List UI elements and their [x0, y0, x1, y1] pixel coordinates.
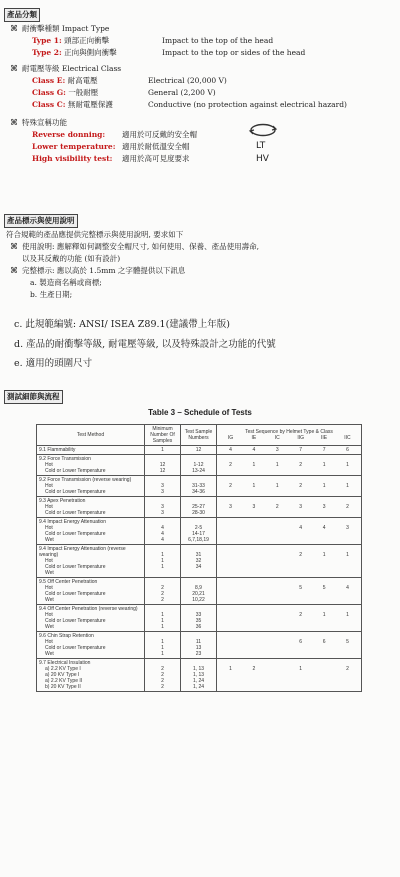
- test-condition: Cold or Lower Temperature: [45, 468, 106, 474]
- sequence-values: [219, 552, 359, 558]
- min-value: 1: [161, 558, 164, 564]
- sample-numbers-cell: [181, 632, 217, 659]
- min-value: 1: [161, 624, 164, 630]
- header-sample: Test Sample Numbers: [181, 425, 217, 446]
- sequence-value: 5: [346, 639, 349, 645]
- test-method-title: 9.6 Chin Strap Retention: [39, 633, 94, 639]
- lt-symbol: LT: [256, 141, 266, 151]
- test-condition: Wet: [45, 624, 54, 630]
- table-title: Table 3 – Schedule of Tests: [148, 408, 252, 417]
- sequence-value: 1: [346, 483, 349, 489]
- sequence-cell: [217, 497, 362, 518]
- sequence-value: 5: [322, 585, 326, 591]
- test-condition: Cold or Lower Temperature: [45, 531, 106, 537]
- sample-numbers-cell: [181, 476, 217, 497]
- sample-value: 2-5: [194, 525, 203, 531]
- reverse-donning-label: Reverse donning:: [32, 130, 106, 139]
- min-value: 1: [161, 618, 164, 624]
- min-samples-cell: [145, 446, 181, 455]
- min-samples-cell: [145, 497, 181, 518]
- class-label: IC: [274, 435, 280, 441]
- command-icon: ⌘: [10, 118, 18, 127]
- min-value: 1: [161, 645, 164, 651]
- test-condition: Hot: [45, 525, 53, 531]
- sequence-value: 2: [299, 462, 303, 468]
- test-method-cell: [37, 446, 145, 455]
- sequence-values: [219, 447, 359, 453]
- test-condition: Hot: [45, 639, 53, 645]
- sequence-value: 2: [275, 504, 279, 510]
- usage-line-2: 以及其反戴的功能 (如有設計): [22, 254, 121, 263]
- class-label: IIG: [297, 435, 305, 441]
- hv-symbol: HV: [256, 154, 269, 164]
- sequence-values: [219, 666, 359, 672]
- command-icon: ⌘: [10, 266, 18, 275]
- sample-value: 31-33: [192, 483, 205, 489]
- sequence-value: [221, 552, 240, 558]
- section-title-marking: 產品標示與使用說明: [4, 214, 78, 228]
- min-value: 3: [161, 489, 164, 495]
- table-row: [37, 476, 362, 497]
- sample-numbers-cell: [181, 578, 217, 605]
- sequence-value: [315, 666, 334, 672]
- test-condition: Cold or Lower Temperature: [45, 591, 106, 597]
- section-title-classification: 產品分類: [4, 8, 40, 22]
- sequence-value: [244, 612, 263, 618]
- sample-numbers-cell: [181, 518, 217, 545]
- sequence-value: 2: [299, 612, 303, 618]
- classG-desc: General (2,200 V): [148, 88, 216, 97]
- sequence-value: 1: [346, 462, 349, 468]
- test-condition: a) 2.2 KV Type II: [45, 678, 83, 684]
- class-label: IIE: [321, 435, 328, 441]
- min-value: 1: [161, 564, 164, 570]
- electrical-class-heading: ⌘ 耐電壓等級 Electrical Class: [10, 64, 122, 73]
- sequence-value: 2: [229, 462, 232, 468]
- reverse-donning-desc: 適用於可反戴的安全帽: [122, 130, 197, 139]
- min-value: 3: [161, 483, 164, 489]
- sequence-value: 4: [252, 447, 256, 453]
- min-samples-cell: [145, 605, 181, 632]
- special-heading: ⌘ 特殊宣稱功能: [10, 118, 67, 127]
- sequence-values: [219, 525, 359, 531]
- header-seq: Test Sequence by Helmet Type & Class IG IE IC IIG IIE IIC: [217, 425, 362, 446]
- sequence-value: [221, 639, 240, 645]
- sample-value: 33: [195, 612, 202, 618]
- test-condition: Cold or Lower Temperature: [45, 618, 106, 624]
- sample-numbers-cell: [181, 446, 217, 455]
- marking-d: d. 產品的耐衝擊等級, 耐電壓等級, 以及特殊設計之功能的代號: [14, 339, 276, 350]
- sequence-value: [244, 639, 263, 645]
- test-method-title: 9.3 Apex Penetration: [39, 498, 86, 504]
- test-method-title: 9.4 Impact Energy Attenuation: [39, 519, 106, 525]
- min-value: 1: [161, 447, 164, 453]
- table-row: [37, 497, 362, 518]
- test-condition: Hot: [45, 504, 53, 510]
- min-samples-cell: [145, 578, 181, 605]
- type2-row: Type 2: 正向與側向衝擊: [32, 48, 117, 57]
- sequence-cell: [217, 476, 362, 497]
- test-method-title: 9.2 Force Transmission: [39, 456, 91, 462]
- sample-value: 6,7,18,19: [188, 537, 209, 543]
- min-value: 12: [159, 462, 166, 468]
- min-samples-cell: [145, 545, 181, 578]
- test-method-title: 9.4 Impact Energy Attenuation (reverse wearing): [39, 546, 126, 558]
- sample-numbers-cell: [181, 605, 217, 632]
- sequence-value: 1: [275, 462, 279, 468]
- test-method-title: 9.2 Force Transmission (reverse wearing): [39, 477, 132, 483]
- test-method-cell: [37, 659, 145, 692]
- sample-value: 10,22: [192, 597, 205, 603]
- classG-row: Class G: 一般耐壓: [32, 88, 99, 97]
- table-row: [37, 605, 362, 632]
- sample-value: 14-17: [192, 531, 205, 537]
- sample-value: 1, 24: [192, 684, 205, 690]
- sequence-value: 3: [275, 447, 279, 453]
- test-method-cell: [37, 545, 145, 578]
- sequence-value: 2: [346, 666, 349, 672]
- test-condition: Cold or Lower Temperature: [45, 564, 106, 570]
- sequence-value: 6: [322, 639, 326, 645]
- test-method-cell: [37, 605, 145, 632]
- min-value: 2: [161, 672, 164, 678]
- sequence-cell: [217, 545, 362, 578]
- test-condition: Cold or Lower Temperature: [45, 489, 106, 495]
- table-row: [37, 659, 362, 692]
- sequence-value: [268, 585, 287, 591]
- sequence-value: 1: [252, 483, 256, 489]
- lower-temp-label: Lower temperature:: [32, 142, 116, 151]
- min-value: 1: [161, 651, 164, 657]
- sequence-value: 3: [299, 504, 303, 510]
- sequence-value: [244, 525, 263, 531]
- high-vis-label: High visibility test:: [32, 154, 113, 163]
- type1-row: Type 1: 頭部正向衝擊: [32, 36, 110, 45]
- sample-value: 36: [195, 624, 202, 630]
- command-icon: ⌘: [10, 242, 18, 251]
- test-condition: Cold or Lower Temperature: [45, 645, 106, 651]
- min-value: 1: [161, 552, 164, 558]
- sample-numbers-cell: [181, 455, 217, 476]
- sample-value: 34: [195, 564, 202, 570]
- sample-value: 1, 13: [192, 672, 205, 678]
- sequence-value: 2: [299, 483, 303, 489]
- sequence-value: 1: [322, 462, 326, 468]
- sample-value: 20,21: [192, 591, 205, 597]
- test-method-cell: [37, 497, 145, 518]
- sample-value: 35: [195, 618, 202, 624]
- header-method: Test Method: [37, 425, 145, 446]
- type1-desc: Impact to the top of the head: [162, 36, 274, 45]
- min-value: 2: [161, 585, 164, 591]
- sequence-values: [219, 585, 359, 591]
- sequence-value: 2: [299, 552, 303, 558]
- sequence-cell: [217, 518, 362, 545]
- min-value: 12: [159, 468, 166, 474]
- test-method-title: 9.4 Off Center Penetration (reverse wearing): [39, 606, 138, 612]
- sample-value: 12: [195, 447, 202, 453]
- min-value: 2: [161, 678, 164, 684]
- min-samples-cell: [145, 632, 181, 659]
- sequence-value: [244, 552, 263, 558]
- sequence-cell: [217, 578, 362, 605]
- class-labels: [219, 435, 359, 441]
- sequence-value: [268, 612, 287, 618]
- sequence-values: [219, 504, 359, 510]
- sample-value: 32: [195, 558, 202, 564]
- sample-numbers-cell: [181, 497, 217, 518]
- schedule-of-tests-table: [36, 424, 362, 692]
- min-samples-cell: [145, 659, 181, 692]
- sequence-value: 1: [229, 666, 232, 672]
- sample-value: 1, 24: [192, 678, 205, 684]
- table-row: [37, 632, 362, 659]
- sequence-value: 1: [275, 483, 279, 489]
- min-value: 2: [161, 597, 164, 603]
- marking-line: ⌘ 完整標示: 應以高於 1.5mm 之字體提供以下訊息: [10, 266, 186, 275]
- sequence-values: [219, 612, 359, 618]
- test-condition: Wet: [45, 651, 54, 657]
- sequence-value: 2: [252, 666, 256, 672]
- classE-row: Class E: 耐高電壓: [32, 76, 98, 85]
- marking-a: a. 製造商名稱或商標;: [30, 278, 102, 287]
- sequence-cell: [217, 659, 362, 692]
- marking-e: e. 適用的頭圍尺寸: [14, 358, 93, 369]
- table-row: [37, 455, 362, 476]
- sequence-value: 2: [229, 483, 232, 489]
- table-header-row: [37, 425, 362, 446]
- sequence-value: [268, 639, 287, 645]
- sequence-value: 1: [346, 552, 349, 558]
- test-condition: Wet: [45, 537, 54, 543]
- sequence-value: 1: [322, 483, 326, 489]
- test-method-title: 9.7 Electrical Insulation: [39, 660, 91, 666]
- test-condition: Hot: [45, 462, 53, 468]
- min-value: 4: [161, 537, 164, 543]
- sequence-value: 6: [299, 639, 303, 645]
- sequence-value: 1: [299, 666, 303, 672]
- header-min: Minimum Number Of Samples: [145, 425, 181, 446]
- type2-desc: Impact to the top or sides of the head: [162, 48, 306, 57]
- sequence-value: 4: [322, 525, 326, 531]
- test-method-cell: [37, 476, 145, 497]
- sequence-value: 3: [346, 525, 349, 531]
- sample-value: 8,9: [195, 585, 202, 591]
- min-value: 3: [161, 504, 164, 510]
- usage-line-1: ⌘ 使用說明: 應解釋如何調整安全帽尺寸, 如何使用、保養、產品使用壽命,: [10, 242, 260, 251]
- test-condition: a) 20 KV Type I: [45, 672, 80, 678]
- table-row: [37, 545, 362, 578]
- high-vis-desc: 適用於高可見度要求: [122, 154, 190, 163]
- sample-value: 1-12: [193, 462, 204, 468]
- sample-numbers-cell: [181, 659, 217, 692]
- sequence-cell: [217, 632, 362, 659]
- lower-temp-desc: 適用於耐低溫安全帽: [122, 142, 190, 151]
- sequence-value: [268, 666, 287, 672]
- sample-value: 13-24: [192, 468, 205, 474]
- marking-intro: 符合規範的產品應提供完整標示與使用說明, 要求如下: [6, 230, 184, 239]
- classC-desc: Conductive (no protection against electrical hazard): [148, 100, 347, 109]
- sequence-value: 3: [252, 504, 256, 510]
- sequence-cell: [217, 446, 362, 455]
- sequence-cell: [217, 455, 362, 476]
- sequence-value: 1: [322, 612, 326, 618]
- sequence-value: [268, 552, 287, 558]
- classC-row: Class C: 無耐電壓保護: [32, 100, 113, 109]
- sequence-value: 4: [229, 447, 232, 453]
- sequence-values: [219, 639, 359, 645]
- sequence-value: 5: [299, 585, 303, 591]
- test-condition: Hot: [45, 558, 53, 564]
- sample-value: 1, 13: [192, 666, 205, 672]
- classE-desc: Electrical (20,000 V): [148, 76, 227, 85]
- sequence-value: [221, 585, 240, 591]
- marking-b: b. 生產日期;: [30, 290, 73, 299]
- test-condition: Wet: [45, 597, 54, 603]
- test-condition: a) 2.2 KV Type I: [45, 666, 81, 672]
- sample-value: 31: [195, 552, 202, 558]
- min-samples-cell: [145, 476, 181, 497]
- sequence-value: 6: [346, 447, 349, 453]
- min-samples-cell: [145, 455, 181, 476]
- test-method-cell: [37, 455, 145, 476]
- test-condition: Cold or Lower Temperature: [45, 510, 106, 516]
- impact-type-heading: ⌘ 耐衝擊種類 Impact Type: [10, 24, 110, 33]
- class-label: IE: [251, 435, 257, 441]
- sample-value: 34-36: [192, 489, 205, 495]
- sequence-value: [268, 525, 287, 531]
- min-value: 2: [161, 666, 164, 672]
- class-label: IG: [227, 435, 234, 441]
- sequence-value: 3: [322, 504, 326, 510]
- test-condition: Wet: [45, 570, 54, 576]
- sequence-value: 4: [299, 525, 303, 531]
- sequence-value: [221, 612, 240, 618]
- sequence-value: 1: [346, 612, 349, 618]
- min-value: 2: [161, 684, 164, 690]
- sequence-value: 7: [322, 447, 326, 453]
- sequence-value: 1: [252, 462, 256, 468]
- reverse-donning-icon: [248, 122, 278, 138]
- sequence-value: [244, 585, 263, 591]
- sequence-value: 3: [229, 504, 232, 510]
- sample-value: 11: [195, 639, 202, 645]
- sequence-value: [221, 525, 240, 531]
- test-method-title: 9.5 Off Center Penetration: [39, 579, 98, 585]
- command-icon: ⌘: [10, 64, 18, 73]
- test-condition: b) 20 KV Type II: [45, 684, 81, 690]
- test-condition: Hot: [45, 612, 53, 618]
- sequence-value: 2: [346, 504, 349, 510]
- sequence-values: [219, 462, 359, 468]
- sample-value: 28-30: [192, 510, 205, 516]
- min-value: 1: [161, 639, 164, 645]
- min-value: 4: [161, 531, 164, 537]
- sample-numbers-cell: [181, 545, 217, 578]
- class-label: IIC: [344, 435, 351, 441]
- sample-value: 23: [195, 651, 202, 657]
- sample-value: 25-27: [192, 504, 205, 510]
- min-value: 4: [161, 525, 164, 531]
- test-method-cell: [37, 578, 145, 605]
- min-value: 2: [161, 591, 164, 597]
- table-body: [37, 446, 362, 692]
- min-value: 1: [161, 612, 164, 618]
- test-method-title: 9.1 Flammability: [39, 447, 76, 453]
- command-icon: ⌘: [10, 24, 18, 33]
- sequence-value: 1: [322, 552, 326, 558]
- test-condition: Hot: [45, 585, 53, 591]
- min-value: 3: [161, 510, 164, 516]
- sequence-value: 7: [299, 447, 303, 453]
- marking-c: c. 此規範編號: ANSI/ ISEA Z89.1(建議帶上年版): [14, 319, 230, 330]
- sequence-cell: [217, 605, 362, 632]
- test-method-cell: [37, 518, 145, 545]
- table-row: [37, 518, 362, 545]
- min-samples-cell: [145, 518, 181, 545]
- section-title-tests: 測試細節與流程: [4, 390, 63, 404]
- test-method-cell: [37, 632, 145, 659]
- test-condition: Hot: [45, 483, 53, 489]
- sequence-value: 4: [346, 585, 349, 591]
- table-row: [37, 446, 362, 455]
- sample-value: 13: [195, 645, 202, 651]
- table-row: [37, 578, 362, 605]
- sequence-values: [219, 483, 359, 489]
